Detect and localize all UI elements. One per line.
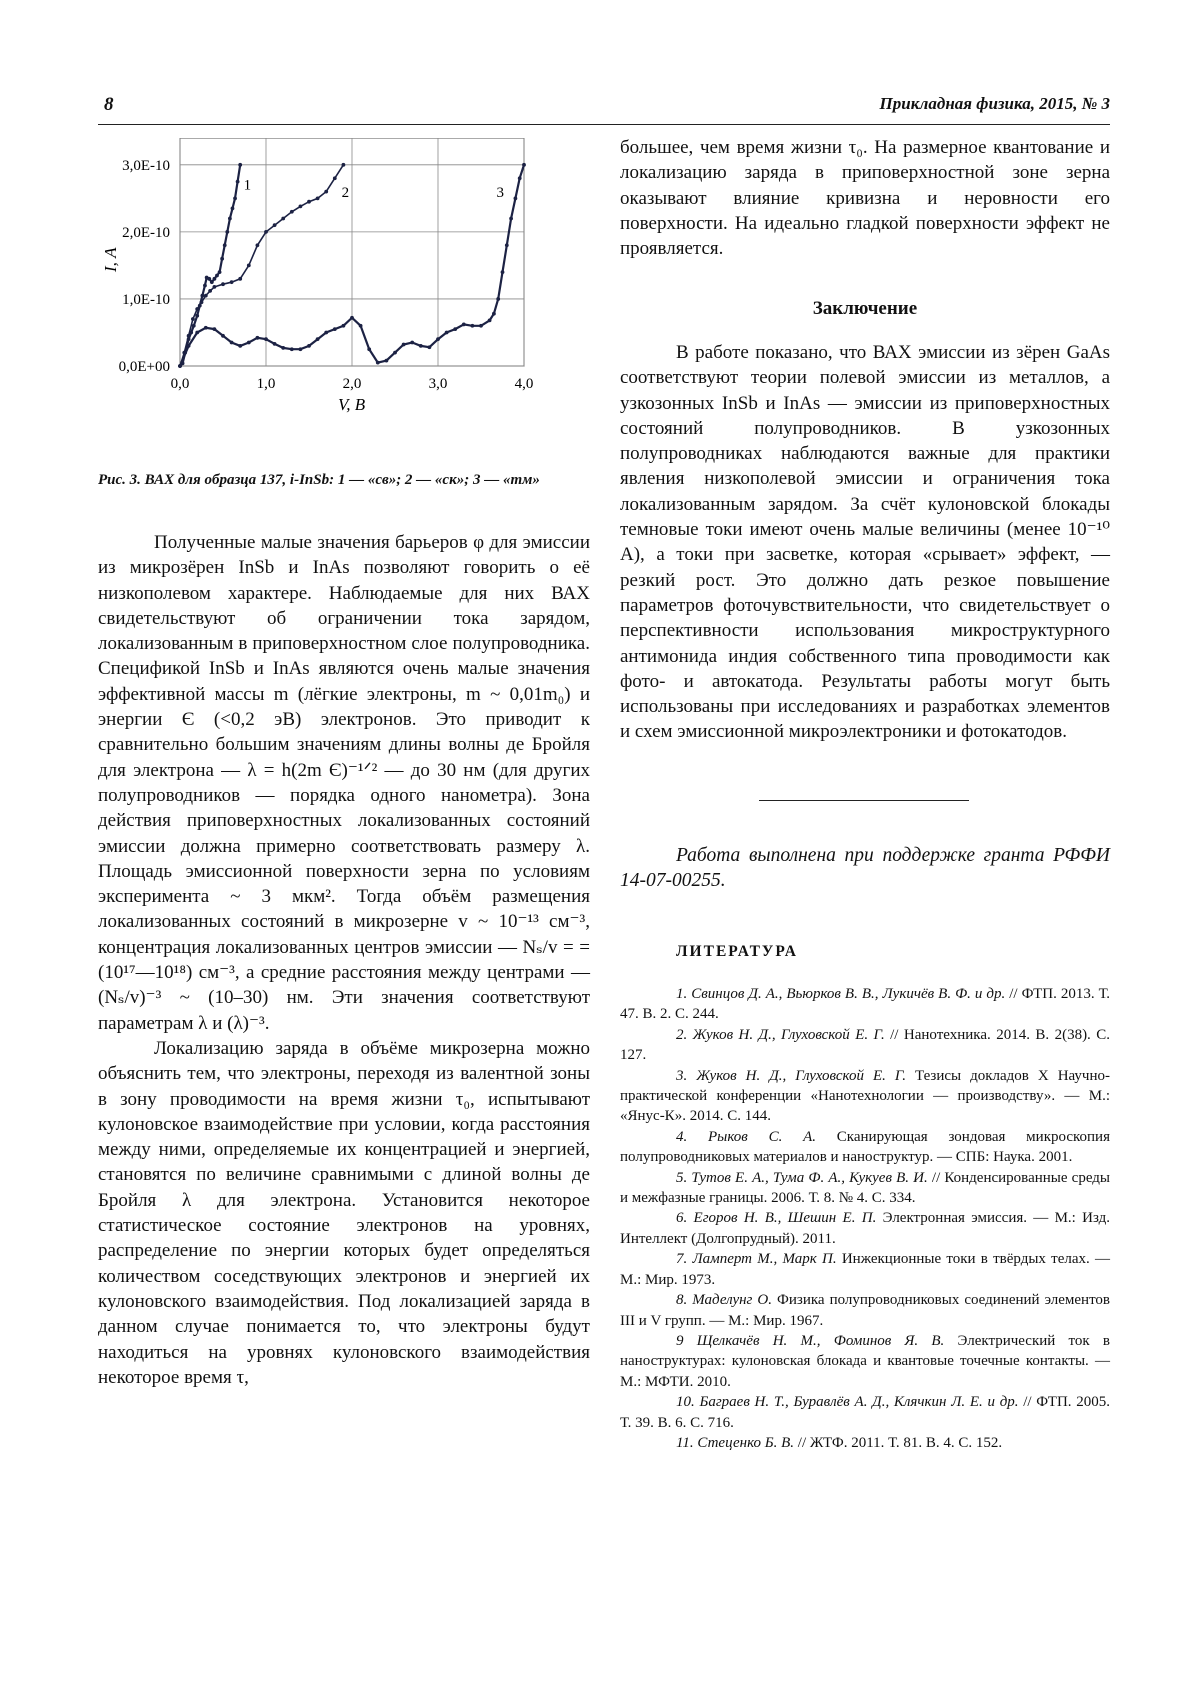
data-point: [445, 331, 449, 335]
data-point: [236, 180, 240, 184]
reference-details: Сканирующая зондовая микроскопия полупроводниковых материалов и наноструктур. — СПБ: Наука. 2001.: [620, 1128, 1110, 1166]
data-point: [191, 317, 195, 321]
acknowledgement: Работа выполнена при поддержке гранта РФФИ 14-07-00255.: [620, 845, 1110, 891]
reference-item: [620, 1066, 1110, 1127]
data-point: [307, 344, 311, 348]
data-point: [281, 217, 285, 221]
curve-label-1: 1: [243, 177, 252, 194]
reference-details: Электронная эмиссия. — М.: Изд. Интеллект (Долгопрудный). 2011.: [620, 1210, 1110, 1247]
reference-authors: 10. Баграев Н. Т., Буравлёв А. Д., Клячкин Л. Е. и др.: [676, 1394, 1019, 1411]
curve-label-3: 3: [496, 185, 504, 202]
data-point: [207, 277, 211, 281]
data-point: [203, 284, 207, 288]
reference-item: [620, 1290, 1110, 1331]
reference-item: [620, 1331, 1110, 1392]
data-point: [200, 294, 204, 298]
acknowledgement-rule: [759, 800, 969, 801]
y-tick-label: 2,0E-10: [122, 224, 170, 241]
data-point: [342, 163, 346, 167]
data-point: [178, 364, 182, 368]
reference-details: Физика полупроводниковых соединений элементов III и V групп. — М.: Мир. 1967.: [620, 1292, 1111, 1329]
reference-details: // ФТП. 2005. Т. 39. В. 6. С. 716.: [620, 1394, 1110, 1431]
data-point: [187, 334, 191, 338]
x-axis-label: V, В: [338, 395, 366, 414]
data-point: [290, 210, 294, 214]
x-tick-label: 2,0: [342, 376, 362, 392]
reference-authors: 9 Щелкачёв Н. М., Фоминов Я. В.: [676, 1332, 945, 1349]
reference-details: Тезисы докладов X Научно-практической конференции «Нанотехнологии — производству». — М.: «Янус-К». 2014. С. 144.: [620, 1067, 1110, 1125]
data-point: [410, 341, 414, 345]
data-point: [264, 230, 268, 234]
data-point: [195, 307, 199, 311]
data-point: [316, 196, 320, 200]
conclusion-heading: Заключение: [812, 298, 918, 319]
data-point: [256, 243, 260, 247]
reference-authors: 1. Свинцов Д. А., Вьюрков В. В., Лукичёв В. Ф. и др.: [676, 986, 1006, 1002]
data-point: [281, 346, 285, 350]
reference-authors: 5. Тутов Е. А., Тума Ф. А., Кукуев В. И.: [676, 1169, 928, 1186]
data-point: [385, 359, 389, 363]
reference-details: // ЖТФ. 2011. Т. 81. В. 4. С. 152.: [794, 1434, 1003, 1451]
reference-details: // Нанотехника. 2014. В. 2(38). С. 127.: [620, 1026, 1110, 1064]
data-point: [307, 200, 311, 204]
data-point: [220, 257, 224, 261]
y-tick-label: 0,0E+00: [118, 359, 170, 375]
data-point: [367, 347, 371, 351]
data-point: [204, 294, 208, 298]
reference-item: [620, 1025, 1110, 1066]
data-point: [230, 280, 234, 284]
data-point: [213, 327, 217, 331]
data-point: [462, 323, 466, 327]
data-point: [231, 207, 235, 211]
data-point: [514, 196, 518, 200]
x-tick-label: 1,0: [256, 376, 276, 392]
data-point: [324, 331, 328, 335]
data-point: [204, 326, 208, 330]
data-point: [359, 324, 363, 328]
data-point: [299, 347, 303, 351]
reference-details: // ФТП. 2013. Т. 47. В. 2. С. 244.: [620, 986, 1110, 1023]
data-point: [342, 324, 346, 328]
data-point: [195, 331, 199, 335]
data-point: [225, 230, 229, 234]
data-point: [522, 163, 526, 167]
header-rule: [98, 124, 1110, 125]
y-axis-label: I, А: [101, 247, 120, 272]
reference-item: [620, 1392, 1110, 1433]
reference-details: Электрический ток в наноструктурах: кулоновская блокада и квантовые точечные контакты. — М.: МФТИ. 2010.: [620, 1332, 1110, 1390]
iv-chart: [98, 138, 590, 468]
data-point: [436, 337, 440, 341]
data-point: [192, 324, 196, 328]
reference-authors: 3. Жуков Н. Д., Глуховской Е. Г.: [676, 1067, 907, 1084]
data-point: [221, 334, 225, 338]
data-point: [333, 176, 337, 180]
data-point: [316, 337, 320, 341]
data-point: [505, 243, 509, 247]
reference-item: [620, 1433, 1110, 1453]
x-tick-label: 4,0: [514, 376, 534, 392]
data-point: [195, 314, 199, 318]
data-point: [501, 270, 505, 274]
data-point: [223, 243, 227, 247]
paragraph: Локализацию заряда в объёме микрозерна можно объяснить тем, что электроны, переходя из валентной зоны в зону проводимости на время жизни τ₀, испытывают кулоновское взаимодействие при условии, когда расстояния между ними, определяемые их концентрацией и энергией, становятся по величине сравнимыми с длиной волны де Бройля λ для электрона. Установится некоторое статистическое состояние электронов на уровнях, распределение по энергии которых будет определяться количеством соседствующих электронов и энергией их кулоновского взаимодействия. Под локализацией заряда в данном случае понимается то, что электроны будут находиться на уровнях кулоновского взаимодействия некоторое время τ,: [98, 1037, 590, 1388]
data-point: [238, 163, 242, 167]
chart-grid: [180, 138, 524, 366]
curve-label-2: 2: [341, 185, 350, 202]
reference-details: // Конденсированные среды и межфазные границы. 2006. Т. 8. № 4. С. 334.: [620, 1169, 1110, 1207]
conclusion-text: В работе показано, что ВАХ эмиссии из зёрен GaAs соответствуют теории полевой эмиссии из металлов, а узкозонных InSb и InAs — эмиссии из приповерхностных состояний полупроводников. В узкозонных полупроводниках наблюдаются важные для практики явления низкополевой эмиссии и ограничения тока локализованным зарядом. За счёт кулоновской блокады темновые токи имеют очень малые величины (менее 10⁻¹⁰ А), а токи при засветке, которая «срывает» эффект, — резкий рост. Это должно дать резкое повышение параметров фоточувствительности, что свидетельствует о перспективности использования микроструктурного антимонида индия собственного типа проводимости как фото- и автокатода. Результаты работы могут быть использованы при исследованиях и разработках элементов и схем эмиссионной микроэлектроники и фотокатодов.: [620, 342, 1110, 743]
reference-item: [620, 1168, 1110, 1209]
left-column: [98, 530, 590, 1390]
data-point: [333, 327, 337, 331]
data-point: [213, 277, 217, 281]
y-tick-label: 1,0E-10: [122, 291, 170, 308]
reference-details: Инжекционные токи в твёрдых телах. — М.: Мир. 1973.: [620, 1251, 1110, 1288]
figure-caption: Рис. 3. ВАХ для образца 137, i-InSb: 1 — «св»; 2 — «ск»; 3 — «тм»: [98, 472, 540, 488]
series-line-2: [180, 165, 343, 366]
data-point: [299, 205, 303, 209]
data-point: [488, 319, 492, 323]
data-point: [210, 280, 214, 284]
page-number: 8: [104, 94, 114, 115]
reference-authors: 4. Рыков С. А.: [676, 1128, 817, 1145]
data-point: [518, 176, 522, 180]
right-column-top: [620, 135, 1110, 261]
reference-authors: 7. Ламперт М., Марк П.: [676, 1251, 837, 1268]
conclusion-body: [620, 340, 1110, 745]
reference-item: [620, 1208, 1110, 1249]
y-tick-label: 3,0E-10: [122, 157, 170, 174]
data-point: [218, 270, 222, 274]
reference-authors: 6. Егоров Н. В., Шешин Е. П.: [676, 1210, 877, 1227]
data-point: [215, 274, 219, 278]
data-point: [402, 343, 406, 347]
data-point: [200, 300, 204, 304]
journal-title: Прикладная физика, 2015, № 3: [879, 94, 1110, 113]
reference-authors: 8. Маделунг О.: [676, 1292, 772, 1309]
data-point: [228, 217, 232, 221]
x-tick-label: 0,0: [170, 376, 190, 392]
data-point: [496, 297, 500, 301]
data-point: [213, 285, 217, 289]
data-point: [264, 337, 268, 341]
data-point: [238, 344, 242, 348]
paragraph: Полученные малые значения барьеров φ для эмиссии из микрозёрен InSb и InAs позволяют говорить о её низкополевом характере. Наблюдаемые для них ВАХ свидетельствуют об ограничении тока зарядом, локализованным в приповерхностном слое полупроводника. Спецификой InSb и InAs являются очень малые значения эффективной массы m (лёгкие электроны, m ~ 0,01m₀) и энергии Є (<0,2 эВ) электронов. Это приводит к сравнительно большим значениям длины волны де Бройля для электрона — λ = h(2m Є)⁻¹ᐟ² — до 30 нм (для других полупроводников — порядка одного нанометра). Зона действия приповерхностных локализованных состояний эмиссии должна примерно соответствовать размеру λ. Площадь эмиссионной поверхности зерна по условиям эксперимента ~ 3 мкм². Тогда объём размещения локализованных состояний в микрозерне v ~ 10⁻¹³ см⁻³, концентрация локализованных центров эмиссии — Nₛ/v = = (10¹⁷—10¹⁸) см⁻³, а средние расстояния между центрами — (Nₛ/v)⁻³ ~ (10–30) нм. Эти значения соответствуют параметрам λ и (λ)⁻³.: [98, 532, 590, 1034]
reference-authors: 2. Жуков Н. Д., Глуховской Е. Г.: [676, 1026, 885, 1043]
data-point: [187, 344, 191, 348]
data-point: [376, 361, 380, 365]
data-point: [492, 312, 496, 316]
paragraph: большее, чем время жизни τ₀. На размерное квантование и локализацию заряда в приповерхностной зоне зерна оказывают влияние кривизна и неровности его поверхности. На идеально гладкой поверхности эффект не проявляется.: [620, 137, 1110, 260]
data-point: [273, 223, 277, 227]
data-point: [471, 324, 475, 328]
data-point: [273, 342, 277, 346]
data-point: [350, 316, 354, 320]
data-point: [453, 327, 457, 331]
x-tick-label: 3,0: [428, 376, 448, 392]
data-point: [208, 289, 212, 293]
data-point: [238, 277, 242, 281]
references-list: [620, 984, 1110, 1453]
data-point: [230, 341, 234, 345]
data-point: [221, 282, 225, 286]
reference-item: [620, 984, 1110, 1025]
references-heading: ЛИТЕРАТУРА: [676, 943, 798, 960]
reference-item: [620, 1249, 1110, 1290]
data-point: [247, 341, 251, 345]
reference-authors: 11. Стеценко Б. В.: [676, 1434, 795, 1451]
data-point: [256, 336, 260, 340]
data-point: [393, 351, 397, 355]
data-point: [247, 264, 251, 268]
data-point: [509, 217, 513, 221]
data-point: [479, 324, 483, 328]
data-point: [324, 190, 328, 194]
data-point: [419, 344, 423, 348]
reference-item: [620, 1127, 1110, 1168]
data-point: [428, 345, 432, 349]
data-point: [233, 196, 237, 200]
data-point: [290, 347, 294, 351]
